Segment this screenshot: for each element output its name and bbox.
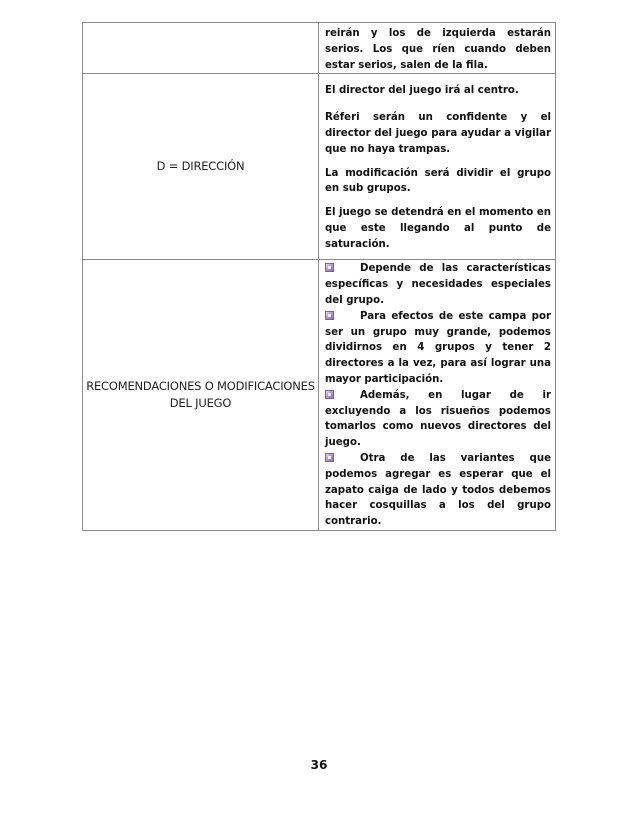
paragraph: La modificación será dividir el grupo en sub grupos. bbox=[325, 167, 551, 195]
list-item bbox=[325, 261, 551, 308]
table-row bbox=[83, 74, 556, 260]
bullet-icon bbox=[325, 263, 334, 272]
list-item bbox=[325, 388, 551, 451]
row-label-cell bbox=[83, 260, 319, 531]
table-row bbox=[83, 260, 556, 531]
row-label-cell bbox=[83, 74, 319, 260]
list-item bbox=[325, 451, 551, 530]
row-content-cell bbox=[319, 260, 556, 531]
game-description-table bbox=[82, 22, 556, 531]
page-number: 36 bbox=[310, 758, 328, 772]
row-label: D = DIRECCIÓN bbox=[156, 159, 245, 174]
table-row bbox=[83, 23, 556, 74]
bullet-icon bbox=[325, 311, 334, 320]
row-label-cell bbox=[83, 23, 319, 74]
list-item-text: Otra de las variantes que podemos agregar es esperar que el zapato caiga de lado y todos debemos hacer cosquillas a los del grupo contrario. bbox=[325, 452, 551, 528]
list-item-text: Además, en lugar de ir excluyendo a los risueños podemos tomarlos como nuevos directores del juego. bbox=[325, 389, 551, 449]
list-item bbox=[325, 309, 551, 388]
list-item-text: Depende de las características específicas y necesidades especiales del grupo. bbox=[325, 263, 551, 306]
paragraph: reirán y los de izquierda estarán serios. Los que ríen cuando deben estar serios, salen de la fila. bbox=[325, 28, 551, 71]
row-content-cell bbox=[319, 23, 556, 74]
paragraph: El juego se detendrá en el momento en que este llegando al punto de saturación. bbox=[325, 207, 551, 250]
list-item-text: Para efectos de este campa por ser un grupo muy grande, podemos dividirnos en 4 grupos y tener 2 directores a la vez, para así lograr una mayor participación. bbox=[325, 310, 551, 385]
paragraph: Réferi serán un confidente y el director del juego para ayudar a vigilar que no haya trampas. bbox=[325, 112, 551, 155]
row-content-cell bbox=[319, 74, 556, 260]
row-label: RECOMENDACIONES O MODIFICACIONES DEL JUEGO bbox=[86, 379, 315, 411]
paragraph: El director del juego irá al centro. bbox=[325, 85, 519, 97]
bullet-icon bbox=[325, 390, 334, 399]
bullet-icon bbox=[325, 453, 334, 462]
